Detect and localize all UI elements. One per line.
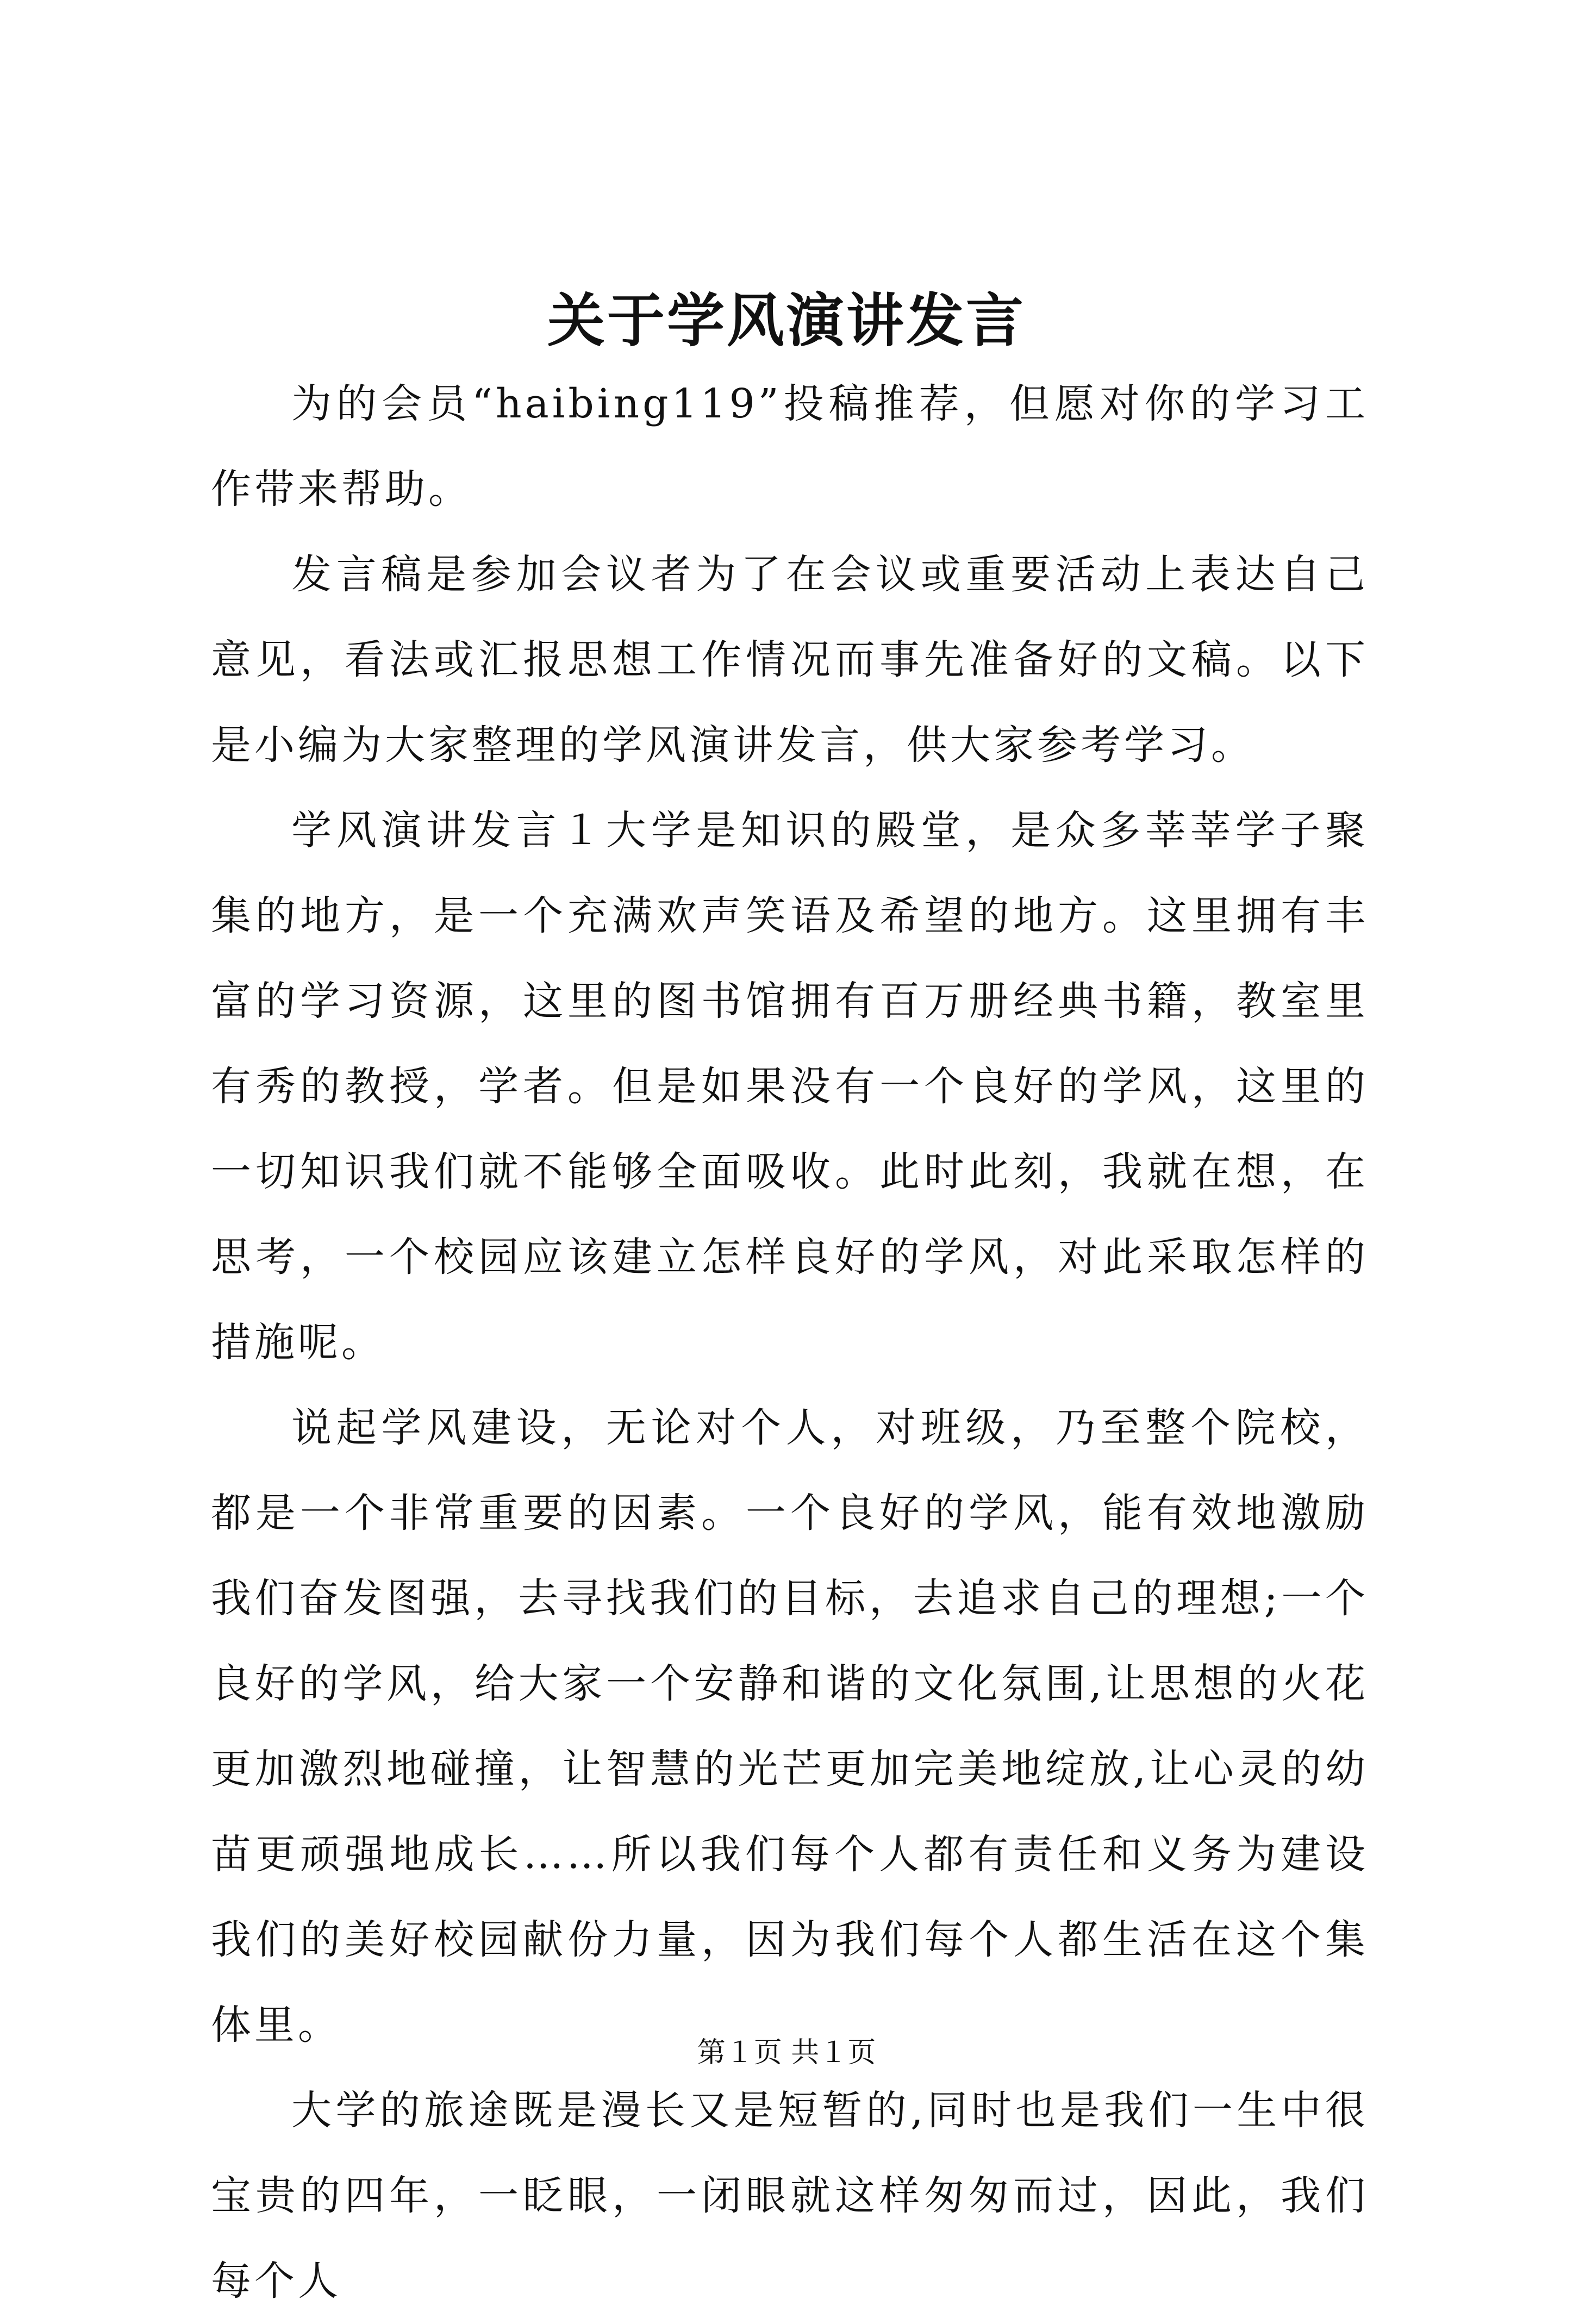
paragraph-definition: 发言稿是参加会议者为了在会议或重要活动上表达自己意见，看法或汇报思想工作情况而事先准备好的文稿。以下是小编为大家整理的学风演讲发言，供大家参考学习。 [211,551,1369,769]
paragraph-speech-1: 学风演讲发言１大学是知识的殿堂，是众多莘莘学子聚集的地方，是一个充满欢声笑语及希望的地方。这里拥有丰富的学习资源，这里的图书馆拥有百万册经典书籍，教室里有秀的教授，学者。但是如果没有一个良好的学风，这里的一切知识我们就不能够全面吸收。此时此刻，我就在想，在思考，一个校园应该建立怎样良好的学风，对此采取怎样的措施呢。 [211,807,1369,1366]
paragraph-university-journey: 大学的旅途既是漫长又是短暂的,同时也是我们一生中很宝贵的四年，一眨眼，一闭眼就这样匆匆而过，因此，我们每个人 [211,2087,1369,2304]
paragraph-study-style: 说起学风建设，无论对个人，对班级，乃至整个院校，都是一个非常重要的因素。一个良好的学风，能有效地激励我们奋发图强，去寻找我们的目标，去追求自己的理想;一个良好的学风，给大家一个安静和谐的文化氛围,让思想的火花更加激烈地碰撞，让智慧的光芒更加完美地绽放,让心灵的幼苗更顽强地成长……所以我们每个人都有责任和义务为建设我们的美好校园献份力量，因为我们每个人都生活在这个集体里。 [211,1404,1369,2048]
document-title: 关于学风演讲发言 [547,286,1026,354]
document-body [211,361,1369,2324]
page-footer: 第１页 共１页 [697,2036,876,2069]
paragraph-intro: 为的会员“haibing119”投稿推荐，但愿对你的学习工作带来帮助。 [211,380,1369,513]
